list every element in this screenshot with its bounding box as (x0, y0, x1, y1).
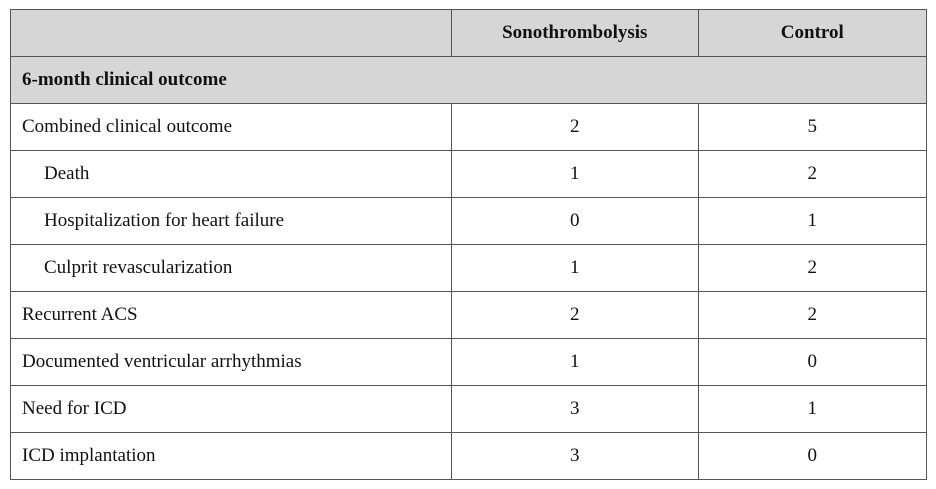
header-empty-cell (11, 10, 452, 57)
section-title: 6-month clinical outcome (11, 57, 927, 104)
header-control: Control (698, 10, 926, 57)
sono-value: 0 (451, 198, 698, 245)
sono-value: 3 (451, 386, 698, 433)
sono-value: 1 (451, 151, 698, 198)
sono-value: 2 (451, 104, 698, 151)
sono-value: 1 (451, 339, 698, 386)
row-label: Recurrent ACS (11, 292, 452, 339)
row-label: Death (11, 151, 452, 198)
row-label: Culprit revascularization (11, 245, 452, 292)
table-row (11, 292, 927, 339)
table-row (11, 433, 927, 480)
table-row (11, 198, 927, 245)
sono-value: 3 (451, 433, 698, 480)
control-value: 5 (698, 104, 926, 151)
control-value: 0 (698, 433, 926, 480)
table-row (11, 386, 927, 433)
control-value: 2 (698, 151, 926, 198)
header-row (11, 10, 927, 57)
row-label: Combined clinical outcome (11, 104, 452, 151)
row-label: Documented ventricular arrhythmias (11, 339, 452, 386)
control-value: 0 (698, 339, 926, 386)
row-label: Need for ICD (11, 386, 452, 433)
section-row (11, 57, 927, 104)
table-row (11, 245, 927, 292)
row-label: Hospitalization for heart failure (11, 198, 452, 245)
sono-value: 1 (451, 245, 698, 292)
control-value: 2 (698, 245, 926, 292)
table-row (11, 104, 927, 151)
table-row (11, 151, 927, 198)
table-row (11, 339, 927, 386)
sono-value: 2 (451, 292, 698, 339)
control-value: 1 (698, 198, 926, 245)
row-label: ICD implantation (11, 433, 452, 480)
control-value: 1 (698, 386, 926, 433)
header-sonothrombolysis: Sonothrombolysis (451, 10, 698, 57)
control-value: 2 (698, 292, 926, 339)
outcome-table (10, 9, 927, 480)
